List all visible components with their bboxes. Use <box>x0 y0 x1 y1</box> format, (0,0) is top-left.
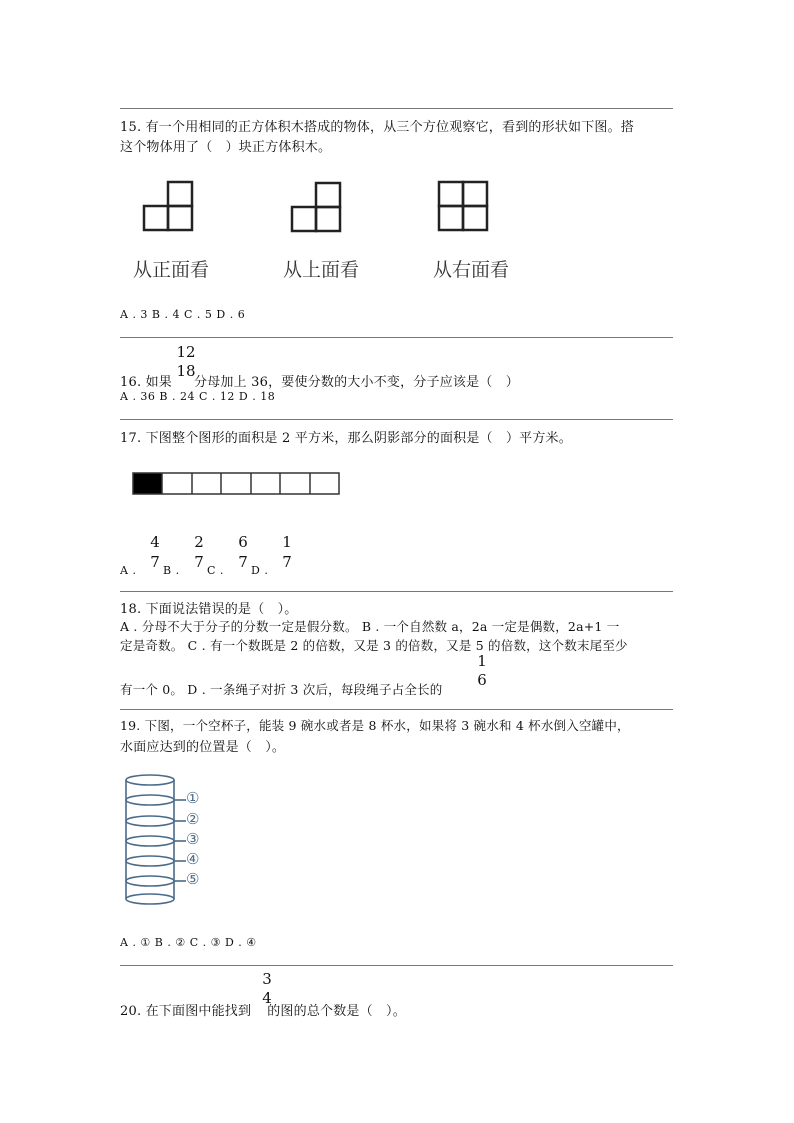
fraction-numerator: 1 <box>477 652 487 670</box>
q15-text-line2: 这个物体用了（ ）块正方体积木。 <box>120 140 332 155</box>
right-view-label: 从右面看 <box>433 259 510 281</box>
fraction-denominator: 18 <box>176 362 196 380</box>
fraction-denominator: 7 <box>238 553 248 571</box>
q20-prefix: 20. 在下面图中能找到 <box>120 1004 252 1019</box>
q17-option-b-fraction <box>190 535 208 570</box>
q19-text-line2: 水面应达到的位置是（ ）。 <box>120 740 286 755</box>
fraction-denominator: 4 <box>262 989 272 1007</box>
q16-text <box>120 371 519 390</box>
fraction-numerator: 12 <box>176 343 196 361</box>
q17-label-c: C . <box>207 564 224 577</box>
q18-text-line4: 有一个 0。 D . 一条绳子对折 3 次后，每段绳子占全长的 <box>120 682 443 697</box>
level-mark-5: ⑤ <box>186 870 200 888</box>
fraction-denominator: 7 <box>282 553 292 571</box>
q18-text-line3: 定是奇数。 C . 有一个数既是 2 的倍数，又是 3 的倍数，又是 5 的倍数，这个数末尾至少 <box>120 638 628 653</box>
divider <box>120 108 673 109</box>
divider <box>120 337 673 338</box>
top-view-label: 从上面看 <box>283 259 360 281</box>
divider <box>120 965 673 966</box>
fraction-numerator: 4 <box>150 533 160 551</box>
fraction-numerator: 6 <box>238 533 248 551</box>
fraction-denominator: 6 <box>477 671 487 689</box>
fraction-denominator: 7 <box>150 553 160 571</box>
q16-options: A . 36 B . 24 C . 12 D . 18 <box>120 390 276 403</box>
fraction-numerator: 2 <box>194 533 204 551</box>
q17-text: 17. 下图整个图形的面积是 2 平方米，那么阴影部分的面积是（ ）平方米。 <box>120 431 572 446</box>
divider <box>120 591 673 592</box>
q16-suffix: 分母加上 36，要使分数的大小不变，分子应该是（ ） <box>194 375 519 390</box>
q16-prefix: 16. 如果 <box>120 375 173 390</box>
level-mark-2: ② <box>186 810 200 828</box>
q17-option-c-fraction <box>234 535 252 570</box>
q17-label-d: D . <box>251 564 269 577</box>
q17-option-a-fraction <box>146 535 164 570</box>
q20-suffix: 的图的总个数是（ ）。 <box>267 1004 406 1019</box>
q19-options: A . ① B . ② C . ③ D . ④ <box>120 936 257 949</box>
q18-text-line1: 18. 下面说法错误的是（ ）。 <box>120 602 298 617</box>
q17-option-d-fraction <box>278 535 296 570</box>
q17-label-b: B . <box>163 564 180 577</box>
front-view-figure <box>143 181 195 231</box>
fraction-denominator: 7 <box>194 553 204 571</box>
top-view-figure <box>291 182 343 232</box>
q15-options: A . 3 B . 4 C . 5 D . 6 <box>120 308 246 321</box>
q18-fraction <box>474 654 490 688</box>
q17-label-a: A . <box>120 564 137 577</box>
q19-text-line1: 19. 下图，一个空杯子，能装 9 碗水或者是 8 杯水，如果将 3 碗水和 4 杯水倒入空罐中， <box>120 718 630 733</box>
fraction-numerator: 1 <box>282 533 292 551</box>
divider <box>120 709 673 710</box>
level-mark-3: ③ <box>186 830 200 848</box>
q15-text-line1: 15. 有一个用相同的正方体积木搭成的物体，从三个方位观察它，看到的形状如下图。搭 <box>120 120 635 135</box>
level-mark-4: ④ <box>186 850 200 868</box>
divider <box>120 419 673 420</box>
area-strip-figure <box>132 472 342 496</box>
cup-figure <box>120 772 220 908</box>
fraction-numerator: 3 <box>262 970 272 988</box>
level-mark-1: ① <box>186 789 200 807</box>
q20-text <box>120 1000 406 1019</box>
front-view-label: 从正面看 <box>133 259 210 281</box>
right-view-figure <box>438 181 490 231</box>
q18-text-line2: A . 分母不大于分子的分数一定是假分数。 B . 一个自然数 a，2a 一定是偶数，2a+1 一 <box>120 619 620 634</box>
